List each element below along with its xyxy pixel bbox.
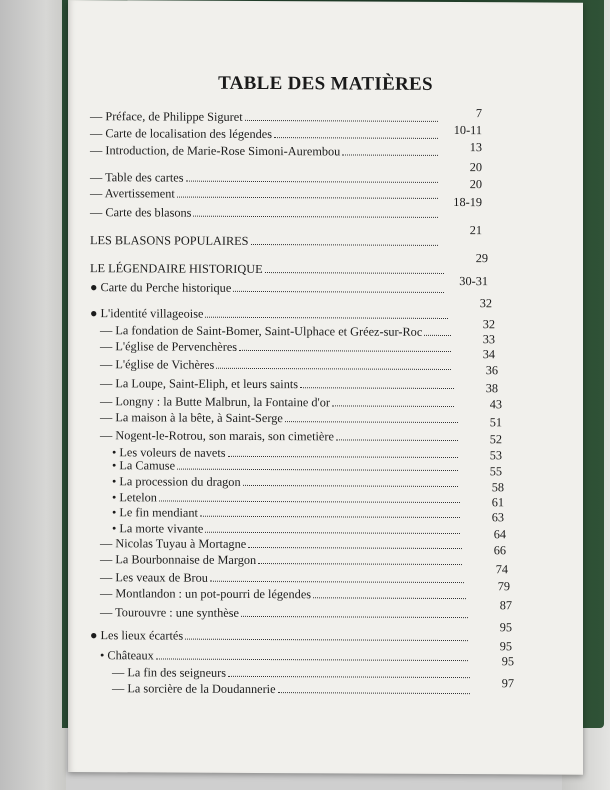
toc-entry (100, 410, 460, 426)
toc-entry-label: — Longny : la Butte Malbrun, la Fontaine d'or (100, 394, 331, 410)
toc-page-number: 21 (469, 223, 482, 238)
toc-entry-label: ● Les lieux écartés (90, 628, 184, 643)
dot-leader (210, 581, 464, 583)
toc-entry-label: — La Bourbonnaise de Margon (100, 552, 257, 567)
dot-leader (332, 405, 454, 407)
toc-entry-label: LE LÉGENDAIRE HISTORIQUE (90, 261, 263, 277)
toc-entry-label: — Carte des blasons (90, 205, 192, 220)
dot-leader (193, 216, 438, 218)
toc-entry-label: — Les veaux de Brou (100, 570, 208, 585)
toc-entry-label: — Préface, de Philippe Siguret (90, 109, 243, 124)
toc-entry (100, 570, 466, 586)
toc-page-number: 18-19 (453, 195, 482, 210)
toc-entry (90, 126, 440, 142)
toc-page-number: 79 (497, 579, 510, 594)
dot-leader (243, 485, 458, 487)
toc-entry (112, 474, 460, 490)
dot-leader (245, 120, 438, 122)
toc-entry-label: — La sorcière de la Doudannerie (112, 681, 276, 697)
toc-entry-label: • La Camuse (112, 458, 176, 473)
toc-entry-label: — Introduction, de Marie-Rose Simoni-Aurembou (90, 143, 341, 159)
dot-leader (186, 181, 439, 183)
toc-page-number: 13 (469, 140, 482, 155)
toc-entry-label: — La fin des seigneurs (112, 665, 227, 680)
dot-leader (248, 547, 462, 549)
toc-page-number: 51 (489, 415, 502, 430)
toc-page-number: 10-11 (453, 123, 482, 138)
toc-entry-label: • Letelon (112, 490, 157, 505)
toc-entry-label: — L'église de Vichères (100, 357, 215, 372)
dot-leader (258, 563, 462, 565)
dot-leader (278, 692, 470, 694)
toc-entry-label: — Nogent-le-Rotrou, son marais, son cimetière (100, 428, 334, 444)
toc-entry-label: • La procession du dragon (112, 474, 241, 489)
toc-entry-label: LES BLASONS POPULAIRES (90, 233, 249, 248)
toc-entry (112, 665, 472, 681)
toc-entry (112, 505, 462, 521)
toc-page-number: 55 (489, 464, 502, 479)
toc-entry-label: — Table des cartes (90, 170, 184, 185)
toc-entry (100, 586, 468, 602)
toc-page-number: 95 (499, 639, 512, 654)
toc-entry-label: — Tourouvre : une synthèse (100, 605, 239, 620)
dot-leader (205, 317, 448, 319)
dot-leader (424, 335, 451, 336)
toc-page-number: 87 (499, 598, 512, 613)
toc-entry-label: — Avertissement (90, 186, 175, 201)
toc-page-number: 74 (495, 562, 508, 577)
toc-entry (90, 170, 440, 186)
toc-entry (112, 490, 462, 506)
toc-page-number: 30-31 (459, 274, 488, 289)
dot-leader (342, 154, 438, 156)
dot-leader (300, 387, 454, 389)
toc-entry (90, 233, 440, 249)
dot-leader (285, 421, 458, 423)
toc-page-number: 32 (482, 317, 495, 332)
dot-leader (200, 516, 460, 518)
toc-entry (112, 458, 460, 474)
toc-page-number: 61 (491, 495, 504, 510)
dot-leader (228, 676, 470, 678)
toc-entry (100, 552, 464, 568)
toc-entry-label: • Les voleurs de navets (112, 445, 226, 460)
toc-page-number: 20 (469, 160, 482, 175)
toc-page-number: 52 (489, 432, 502, 447)
dot-leader (177, 469, 458, 471)
desk-backdrop-left (0, 0, 66, 790)
toc-entry-label: ● L'identité villageoise (90, 306, 204, 321)
toc-page-number: 43 (489, 397, 502, 412)
toc-entry (90, 628, 470, 644)
toc-page-number: 20 (469, 177, 482, 192)
toc-entry (100, 648, 470, 664)
dot-leader (205, 532, 460, 534)
toc-entry-label: • La morte vivante (112, 521, 204, 536)
dot-leader (265, 272, 444, 274)
toc-page-number: 97 (501, 676, 514, 691)
toc-page-number: 95 (501, 654, 514, 669)
toc-page-number: 58 (491, 480, 504, 495)
toc-entry (90, 143, 440, 159)
dot-leader (241, 616, 468, 618)
toc-entry (112, 681, 472, 697)
toc-entry (90, 205, 440, 221)
toc-entry (100, 357, 453, 373)
toc-entry (90, 261, 446, 277)
toc-page-number: 7 (475, 106, 482, 121)
toc-entry-label: — La maison à la bête, à Saint-Serge (100, 410, 283, 426)
toc-entry (100, 339, 453, 355)
toc-page-number: 64 (493, 527, 506, 542)
toc-page-number: 66 (493, 543, 506, 558)
dot-leader (216, 368, 451, 370)
toc-entry (100, 428, 460, 444)
toc-entry-label: — Montlandon : un pot-pourri de légendes (100, 586, 312, 602)
toc-page-number: 29 (475, 251, 488, 266)
book-page (68, 0, 583, 775)
dot-leader (159, 500, 460, 503)
toc-entry (90, 306, 450, 322)
toc-entry (90, 186, 440, 202)
toc-entry-label: • Châteaux (100, 648, 154, 663)
toc-entry-label: • Le fin mendiant (112, 505, 198, 520)
toc-entry-label: — La Loupe, Saint-Eliph, et leurs saints (100, 376, 299, 392)
toc-entry-label: — La fondation de Saint-Bomer, Saint-Ulphace et Gréez-sur-Roc (100, 323, 423, 339)
toc-page-number: 53 (489, 448, 502, 463)
toc-page-number: 63 (491, 510, 504, 525)
toc-page-number: 34 (482, 347, 495, 362)
toc-entry (112, 521, 462, 537)
page-title: TABLE DES MATIÈRES (218, 72, 433, 95)
toc-entry (100, 323, 453, 339)
dot-leader (156, 658, 468, 661)
toc-entry (90, 280, 446, 296)
toc-entry-label: — L'église de Pervenchères (100, 339, 238, 354)
dot-leader (233, 291, 444, 293)
table-of-contents (68, 0, 583, 775)
toc-entry (100, 536, 464, 552)
toc-page-number: 36 (485, 363, 498, 378)
toc-entry-label: — Carte de localisation des légendes (90, 126, 273, 142)
toc-page-number: 95 (499, 620, 512, 635)
toc-page-number: 33 (482, 332, 495, 347)
toc-entry-label: — Nicolas Tuyau à Mortagne (100, 536, 247, 551)
dot-leader (274, 137, 438, 139)
toc-entry-label: ● Carte du Perche historique (90, 280, 232, 295)
dot-leader (336, 439, 458, 441)
dot-leader (177, 197, 438, 199)
dot-leader (313, 597, 466, 599)
toc-entry (100, 394, 456, 410)
dot-leader (228, 456, 458, 458)
dot-leader (251, 244, 438, 246)
toc-page-number: 32 (479, 296, 492, 311)
toc-entry (100, 605, 470, 621)
toc-entry (90, 109, 440, 125)
toc-page-number: 38 (485, 381, 498, 396)
toc-entry (100, 376, 456, 392)
dot-leader (185, 639, 468, 641)
dot-leader (239, 350, 451, 352)
